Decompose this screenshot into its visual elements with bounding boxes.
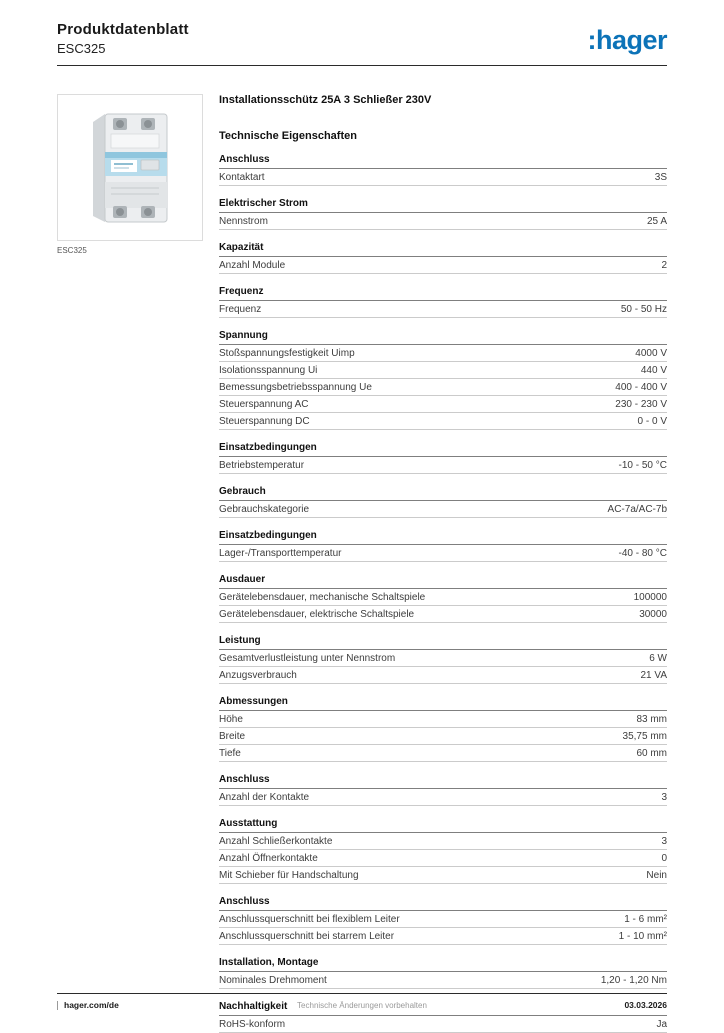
spec-value: 83 mm: [636, 713, 667, 725]
spec-value: Nein: [646, 869, 667, 881]
product-image-caption: ESC325: [57, 246, 87, 255]
section-rows: [219, 911, 667, 945]
section: [219, 814, 667, 884]
spec-label: Nominales Drehmoment: [219, 974, 327, 986]
spec-label: Mit Schieber für Handschaltung: [219, 869, 359, 881]
spec-row: [219, 972, 667, 989]
spec-value: 1,20 - 1,20 Nm: [600, 974, 667, 986]
page-subtitle: ESC325: [57, 41, 106, 56]
section-title: Frequenz: [219, 282, 667, 301]
spec-sections: [219, 150, 667, 1033]
section-title: Einsatzbedingungen: [219, 526, 667, 545]
section-rows: [219, 257, 667, 274]
spec-label: Lager-/Transporttemperatur: [219, 547, 342, 559]
spec-value: 50 - 50 Hz: [620, 303, 667, 315]
spec-value: 400 - 400 V: [615, 381, 667, 393]
section-rows: [219, 650, 667, 684]
spec-label: Steuerspannung DC: [219, 415, 310, 427]
spec-value: 3: [661, 835, 667, 847]
spec-value: AC-7a/AC-7b: [607, 503, 667, 515]
section: [219, 770, 667, 806]
spec-value: 1 - 6 mm²: [624, 913, 667, 925]
spec-label: Anschlussquerschnitt bei flexiblem Leiter: [219, 913, 400, 925]
section: [219, 631, 667, 684]
spec-label: Kontaktart: [219, 171, 265, 183]
section: [219, 438, 667, 474]
footer-divider: [57, 1001, 58, 1010]
spec-value: 0: [661, 852, 667, 864]
spec-value: 4000 V: [635, 347, 667, 359]
page-title: Produktdatenblatt: [57, 21, 189, 38]
section: [219, 326, 667, 430]
section-rows: [219, 169, 667, 186]
spec-row: [219, 928, 667, 945]
spec-value: 0 - 0 V: [637, 415, 667, 427]
spec-label: Bemessungsbetriebsspannung Ue: [219, 381, 372, 393]
spec-label: Anzahl Schließerkontakte: [219, 835, 333, 847]
section-title: Einsatzbedingungen: [219, 438, 667, 457]
section-rows: [219, 589, 667, 623]
spec-value: -10 - 50 °C: [618, 459, 667, 471]
section-title: Anschluss: [219, 150, 667, 169]
section: [219, 570, 667, 623]
section-title: Abmessungen: [219, 692, 667, 711]
spec-value: Ja: [656, 1018, 667, 1030]
product-title: Installationsschütz 25A 3 Schließer 230V: [219, 94, 432, 106]
section-rows: [219, 972, 667, 989]
content: [57, 94, 667, 1033]
section-rows: [219, 213, 667, 230]
spec-row: [219, 301, 667, 318]
spec-value: 30000: [639, 608, 667, 620]
footer: [57, 993, 667, 1010]
spec-label: Frequenz: [219, 303, 262, 315]
spec-row: [219, 711, 667, 728]
spec-label: Tiefe: [219, 747, 241, 759]
spec-row: [219, 589, 667, 606]
spec-label: Gebrauchskategorie: [219, 503, 310, 515]
spec-value: 2: [661, 259, 667, 271]
section: [219, 953, 667, 989]
spec-value: 3: [661, 791, 667, 803]
spec-label: Anzahl der Kontakte: [219, 791, 310, 803]
spec-row: [219, 362, 667, 379]
section-title: Gebrauch: [219, 482, 667, 501]
spec-label: Anschlussquerschnitt bei starrem Leiter: [219, 930, 395, 942]
spec-label: Gesamtverlustleistung unter Nennstrom: [219, 652, 396, 664]
section-title: Nachhaltigkeit: [219, 997, 667, 1016]
spec-row: [219, 213, 667, 230]
contactor-illustration: [71, 104, 189, 232]
spec-row: [219, 379, 667, 396]
section-title: Anschluss: [219, 770, 667, 789]
specs-column: [219, 94, 667, 1033]
product-image: [57, 94, 203, 241]
footer-date: 03.03.2026: [624, 1000, 667, 1010]
section: [219, 150, 667, 186]
spec-row: [219, 745, 667, 762]
spec-label: Steuerspannung AC: [219, 398, 309, 410]
section-title: Anschluss: [219, 892, 667, 911]
spec-row: [219, 667, 667, 684]
section-rows: [219, 345, 667, 430]
spec-value: 21 VA: [640, 669, 667, 681]
spec-row: [219, 545, 667, 562]
spec-label: Anzahl Module: [219, 259, 286, 271]
section-title: Ausstattung: [219, 814, 667, 833]
spec-label: Isolationsspannung Ui: [219, 364, 318, 376]
section-rows: [219, 789, 667, 806]
spec-label: Gerätelebensdauer, mechanische Schaltspiele: [219, 591, 426, 603]
spec-row: [219, 867, 667, 884]
section: [219, 526, 667, 562]
spec-label: Anzahl Öffnerkontakte: [219, 852, 318, 864]
product-image-column: [57, 94, 203, 1033]
section-rows: [219, 711, 667, 762]
section-rows: [219, 457, 667, 474]
section-rows: [219, 301, 667, 318]
spec-row: [219, 501, 667, 518]
spec-label: Anzugsverbrauch: [219, 669, 297, 681]
footer-left: [57, 1000, 260, 1010]
spec-label: Höhe: [219, 713, 243, 725]
footer-link[interactable]: hager.com/de: [64, 1000, 119, 1010]
spec-label: RoHS-konform: [219, 1018, 286, 1030]
section: [219, 892, 667, 945]
section-rows: [219, 545, 667, 562]
section: [219, 282, 667, 318]
spec-row: [219, 457, 667, 474]
spec-row: [219, 396, 667, 413]
section-title: Ausdauer: [219, 570, 667, 589]
section-rows: [219, 833, 667, 884]
section: [219, 194, 667, 230]
spec-label: Stoßspannungsfestigkeit Uimp: [219, 347, 355, 359]
spec-row: [219, 606, 667, 623]
footer-note: Technische Änderungen vorbehalten: [297, 1001, 427, 1010]
tech-properties-heading: Technische Eigenschaften: [219, 130, 357, 142]
section-title: Spannung: [219, 326, 667, 345]
spec-value: 100000: [633, 591, 667, 603]
spec-row: [219, 413, 667, 430]
spec-label: Betriebstemperatur: [219, 459, 305, 471]
spec-value: 60 mm: [636, 747, 667, 759]
section: [219, 482, 667, 518]
spec-row: [219, 650, 667, 667]
spec-row: [219, 728, 667, 745]
spec-value: 35,75 mm: [622, 730, 667, 742]
section-title: Kapazität: [219, 238, 667, 257]
section-title: Elektrischer Strom: [219, 194, 667, 213]
section-rows: [219, 501, 667, 518]
spec-label: Gerätelebensdauer, elektrische Schaltspiele: [219, 608, 415, 620]
section-title: Installation, Montage: [219, 953, 667, 972]
spec-value: 6 W: [649, 652, 667, 664]
spec-row: [219, 833, 667, 850]
spec-value: 25 A: [646, 215, 667, 227]
header: [57, 0, 667, 56]
hager-logo: :hager: [587, 25, 667, 55]
section: [219, 238, 667, 274]
section-rows: [219, 1016, 667, 1033]
spec-value: -40 - 80 °C: [618, 547, 667, 559]
spec-value: 1 - 10 mm²: [618, 930, 667, 942]
spec-value: 3S: [654, 171, 667, 183]
header-titles: [57, 21, 189, 56]
section: [219, 692, 667, 762]
spec-label: Breite: [219, 730, 246, 742]
spec-row: [219, 789, 667, 806]
spec-row: [219, 257, 667, 274]
spec-label: Nennstrom: [219, 215, 268, 227]
spec-row: [219, 911, 667, 928]
spec-value: 440 V: [640, 364, 667, 376]
spec-row: [219, 1016, 667, 1033]
spec-row: [219, 345, 667, 362]
spec-row: [219, 850, 667, 867]
spec-row: [219, 169, 667, 186]
section-title: Leistung: [219, 631, 667, 650]
header-rule: [57, 65, 667, 66]
spec-value: 230 - 230 V: [615, 398, 667, 410]
